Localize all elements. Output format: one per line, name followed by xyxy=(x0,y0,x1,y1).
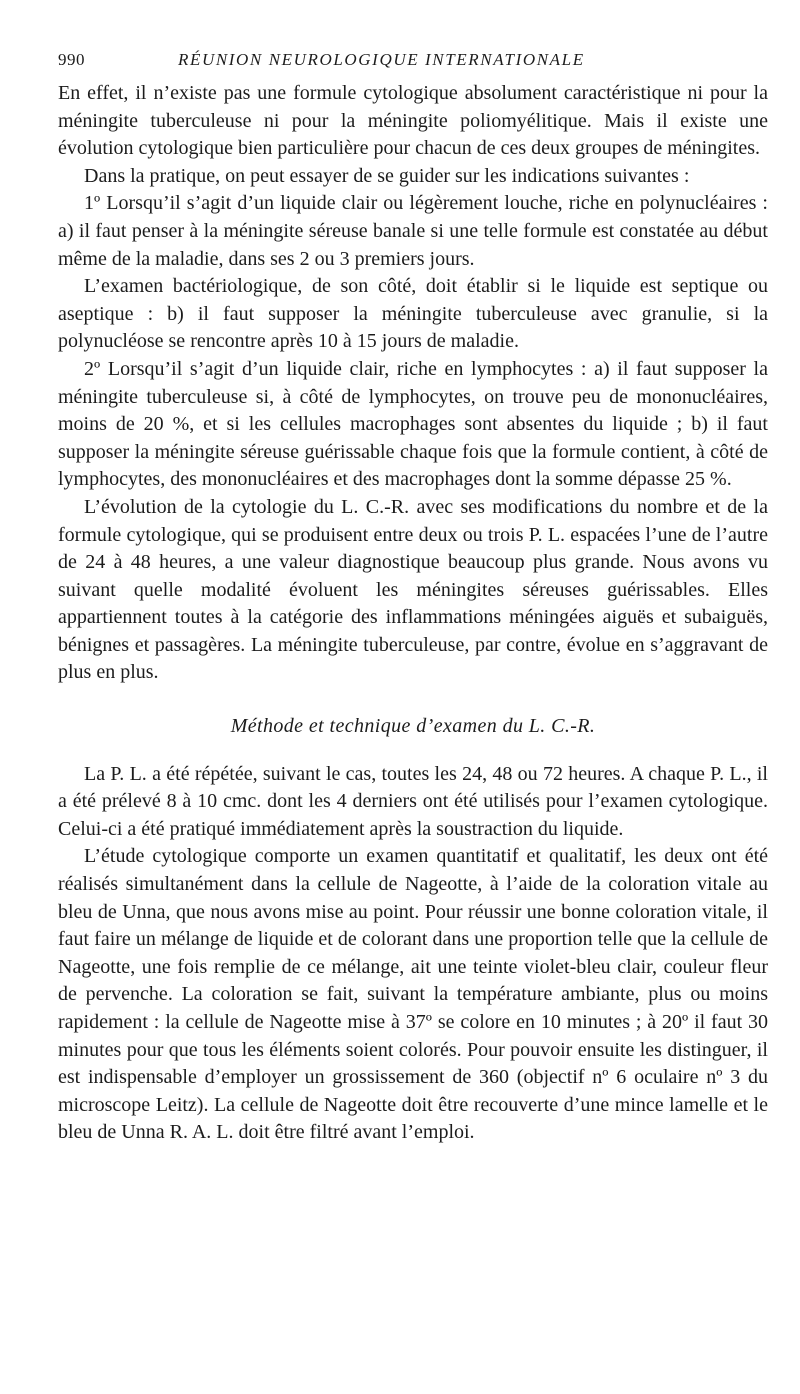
paragraph: 1º Lorsqu’il s’agit d’un liquide clair ou légèrement louche, riche en polynucléaires : a) il faut penser à la méningite séreuse banale si une telle formule est constatée au début même de la maladie, dans ses 2 ou 3 premiers jours. xyxy=(58,192,768,270)
running-title: RÉUNION NEUROLOGIQUE INTERNATIONALE xyxy=(178,50,585,69)
section-heading: Méthode et technique d’examen du L. C.-R. xyxy=(230,715,596,738)
document-page xyxy=(58,48,768,1147)
paragraph: L’examen bactériologique, de son côté, doit établir si le liquide est septique ou aseptique : b) il faut supposer la méningite tuberculeuse avec granulie, si la polynucléose se rencontre après 10 à 15 jours de maladie. xyxy=(58,275,768,353)
paragraph: En effet, il n’existe pas une formule cytologique absolument caractéristique ni pour la méningite tuberculeuse ni pour la méningite poliomyélitique. Mais il existe une évolution cytologique bien particulière pour chacun de ces deux groupes de méningites. xyxy=(58,82,768,160)
paragraph: 2º Lorsqu’il s’agit d’un liquide clair, riche en lymphocytes : a) il faut supposer la méningite tuberculeuse si, à côté de lymphocytes, on trouve peu de mononucléaires, moins de 20 %, et si les cellules macrophages sont absentes du liquide ; b) il faut supposer la méningite séreuse guérissable chaque fois que la formule contient, à côté de lymphocytes, des mononucléaires et des macrophages dont la somme dépasse 25 %. xyxy=(58,357,768,491)
body-text xyxy=(58,80,768,1147)
page-header xyxy=(58,48,768,80)
paragraph: L’étude cytologique comporte un examen quantitatif et qualitatif, les deux ont été réalisés simultanément dans la cellule de Nageotte, à l’aide de la coloration vitale au bleu de Unna, que nous avons mise au point. Pour réussir une bonne coloration vitale, il faut faire un mélange de liquide et de colorant dans une proportion telle que la cellule de Nageotte, une fois remplie de ce mélange, ait une teinte violet-bleu clair, couleur fleur de pervenche. La coloration se fait, suivant la température ambiante, plus ou moins rapidement : la cellule de Nageotte mise à 37º se colore en 10 minutes ; à 20º il faut 30 minutes pour que tous les éléments soient colorés. Pour pouvoir ensuite les distinguer, il est indispensable d’employer un grossissement de 360 (objectif nº 6 oculaire nº 3 du microscope Leitz). La cellule de Nageotte doit être recouverte d’une mince lamelle et le bleu de Unna R. A. L. doit être filtré avant l’emploi. xyxy=(58,845,768,1144)
page-number: 990 xyxy=(58,50,85,69)
paragraph: La P. L. a été répétée, suivant le cas, toutes les 24, 48 ou 72 heures. A chaque P. L., il a été prélevé 8 à 10 cmc. dont les 4 derniers ont été utilisés pour l’examen cytologique. Celui-ci a été pratiqué immédiatement après la soustraction du liquide. xyxy=(58,762,768,840)
paragraph: L’évolution de la cytologie du L. C.-R. avec ses modifications du nombre et de la formule cytologique, qui se produisent entre deux ou trois P. L. espacées l’une de l’autre de 24 à 48 heures, a une valeur diagnostique beaucoup plus grande. Nous avons vu suivant quelle modalité évoluent les méningites séreuses guérissables. Elles appartiennent toutes à la catégorie des inflammations méningées aiguës et subaiguës, bénignes et passagères. La méningite tuberculeuse, par contre, évolue en s’aggravant de plus en plus. xyxy=(58,495,768,684)
paragraph: Dans la pratique, on peut essayer de se guider sur les indications suivantes : xyxy=(84,164,690,187)
